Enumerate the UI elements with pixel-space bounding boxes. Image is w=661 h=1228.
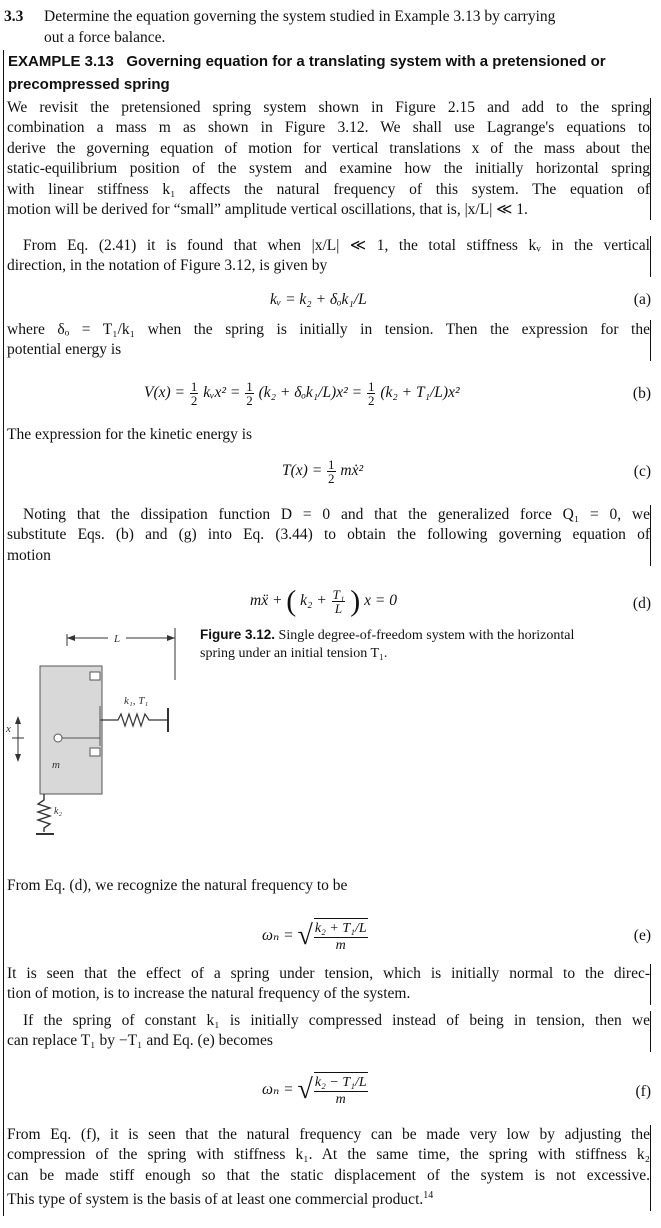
equation-b bbox=[0, 378, 661, 408]
paragraph-5-line: Noting that the dissipation function D = 0 and that the generalized force Q₁ = 0, we bbox=[23, 506, 650, 523]
footnote-reference[interactable]: 14 bbox=[423, 1190, 434, 1202]
paragraph-7-line: tion of motion, is to increase the natural frequency of the system. bbox=[7, 985, 411, 1003]
paragraph-1-line: static-equilibrium position of the system and examine how the initially horizontal spring bbox=[7, 160, 650, 178]
figure-caption-line-1: Single degree-of-freedom system with the horizontal bbox=[278, 628, 575, 643]
equation-e-label: (e) bbox=[633, 927, 651, 944]
paragraph-7 bbox=[7, 964, 651, 1005]
example-heading bbox=[8, 52, 648, 72]
arrow-right-icon bbox=[167, 635, 175, 641]
pin-left bbox=[54, 734, 62, 742]
spring-k1 bbox=[100, 714, 168, 726]
paragraph-5-line: substitute Eqs. (b) and (g) into Eq. (3.44) to obtain the following governing equation of bbox=[7, 526, 650, 544]
roller-top bbox=[90, 672, 100, 680]
figure-caption-line-2: spring under an initial tension T₁. bbox=[200, 646, 388, 661]
paragraph-1-line: motion will be derived for “small” amplitude vertical oscillations, that is, |x/L| ≪ 1. bbox=[7, 201, 528, 219]
x-arrow-down-icon bbox=[15, 754, 21, 762]
x-coordinate-label: x bbox=[6, 723, 11, 735]
figure-caption bbox=[200, 626, 640, 663]
paragraph-8-line: If the spring of constant k₁ is initially compressed instead of being in tension, then we bbox=[23, 1012, 650, 1029]
paragraph-9 bbox=[7, 1125, 651, 1211]
dimension-label-L: L bbox=[114, 633, 121, 645]
paragraph-3-line: where δₒ = T₁/k₁ when the spring is initially in tension. Then the expression for the bbox=[7, 321, 650, 338]
equation-d-body: mẍ + ( k₂ + $\frac{\text{T₁}}{L}$ ) x = 0 bbox=[250, 584, 397, 618]
paragraph-3-line: potential energy is bbox=[7, 341, 122, 359]
spring-k2 bbox=[38, 794, 50, 832]
spring-k1-label: k₁, T₁ bbox=[124, 695, 149, 707]
figure-label: Figure 3.12. bbox=[200, 627, 276, 642]
problem-number: 3.3 bbox=[4, 8, 24, 25]
roller-bottom bbox=[90, 748, 100, 756]
paragraph-9-line: can be made stiff enough so that the static displacement of the system is not excessive. bbox=[7, 1166, 650, 1184]
equation-c bbox=[0, 456, 661, 486]
equation-a-label: (a) bbox=[633, 291, 651, 308]
paragraph-9-line: This type of system is the basis of at least one commercial product.$^{14}$ bbox=[7, 1190, 434, 1209]
equation-c-label: (c) bbox=[633, 463, 651, 480]
paragraph-1 bbox=[7, 98, 651, 220]
mass-block bbox=[40, 666, 102, 794]
equation-d bbox=[0, 580, 661, 622]
equation-e bbox=[0, 910, 661, 954]
spring-k2-label: k₂ bbox=[54, 806, 62, 817]
paragraph-1-line: derive the governing equation of motion for vertical translations x of the mass about the bbox=[7, 139, 650, 157]
paragraph-7-line: It is seen that the effect of a spring under tension, which is initially normal to the direc- bbox=[7, 965, 650, 982]
equation-e-body: ωₙ = √ $\frac{\text{k₂ + T₁/L}}{m}$ bbox=[262, 919, 367, 953]
paragraph-8-line: can replace T₁ by −T₁ and Eq. (e) becomes bbox=[7, 1032, 273, 1050]
paragraph-1-line: We revisit the pretensioned spring system shown in Figure 2.15 and add to the spring bbox=[7, 99, 650, 116]
paragraph-2 bbox=[7, 236, 651, 277]
equation-b-label: (b) bbox=[632, 385, 651, 402]
mass-label: m bbox=[52, 759, 60, 771]
x-arrow-up-icon bbox=[15, 716, 21, 724]
paragraph-9-line: compression of the spring with stiffness k₁. At the same time, the spring with stiffness k₂ bbox=[7, 1146, 650, 1164]
equation-f bbox=[0, 1066, 661, 1110]
paragraph-9-line: From Eq. (f), it is seen that the natural frequency can be made very low by adjusting the bbox=[7, 1126, 650, 1143]
paragraph-6: From Eq. (d), we recognize the natural frequency to be bbox=[7, 877, 348, 894]
equation-a-body: kᵥ = k₂ + δₒk₁/L bbox=[270, 291, 367, 308]
paragraph-3 bbox=[7, 320, 651, 361]
equation-c-body: T(x) = $\frac{1}{2}$ mẋ² bbox=[282, 457, 364, 486]
paragraph-1-line: with linear stiffness k₁ affects the natural frequency of this system. The equation of bbox=[7, 180, 650, 198]
paragraph-5-line: motion bbox=[7, 546, 51, 564]
paragraph-4: The expression for the kinetic energy is bbox=[7, 426, 253, 443]
figure-3-12-diagram bbox=[0, 620, 200, 840]
equation-f-body: ωₙ = √ $\frac{\text{k₂ − T₁/L}}{m}$ bbox=[262, 1073, 367, 1107]
problem-text-line-1: Determine the equation governing the system studied in Example 3.13 by carrying bbox=[44, 8, 556, 25]
paragraph-2-line: From Eq. (2.41) it is found that when |x/L| ≪ 1, the total stiffness kᵥ in the vertical bbox=[23, 237, 650, 254]
example-title-line-1: Governing equation for a translating system with a pretensioned or bbox=[126, 53, 606, 70]
equation-b-body: V(x) = $\frac{1}{2}$ kᵥx² = $\frac{1}{2}$ (k₂ + δₒk₁/L)x² = $\frac{1}{2}$ (k₂ + T₁/L)x² bbox=[144, 379, 460, 408]
paragraph-2-line: direction, in the notation of Figure 3.12, is given by bbox=[7, 257, 328, 275]
equation-d-label: (d) bbox=[632, 595, 651, 612]
equation-f-label: (f) bbox=[635, 1083, 651, 1100]
arrow-left-icon bbox=[67, 635, 75, 641]
equation-a bbox=[0, 290, 661, 314]
example-label: EXAMPLE 3.13 bbox=[8, 53, 114, 70]
problem-text-line-2: out a force balance. bbox=[44, 29, 166, 46]
paragraph-1-line: combination a mass m as shown in Figure 3.12. We shall use Lagrange's equations to bbox=[7, 119, 650, 137]
paragraph-8 bbox=[7, 1011, 651, 1052]
paragraph-5 bbox=[7, 505, 651, 566]
example-title-line-2: precompressed spring bbox=[8, 76, 170, 93]
